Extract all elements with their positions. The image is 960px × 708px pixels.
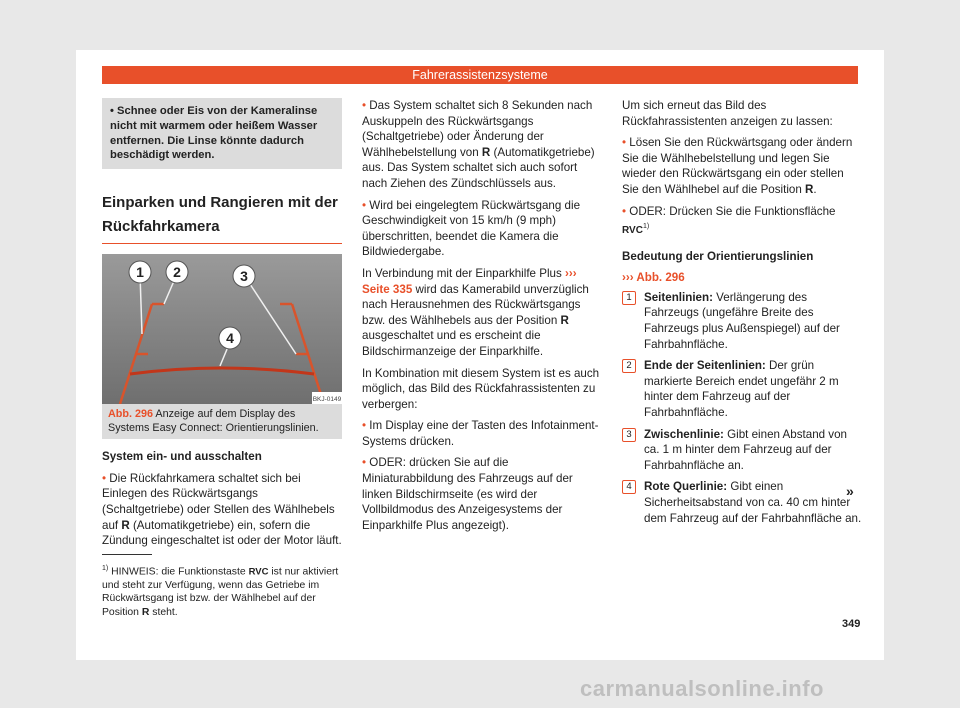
figure-code: BKJ-0149 bbox=[312, 396, 342, 404]
bullet-icon: • bbox=[362, 419, 367, 433]
number-badge: 2 bbox=[622, 359, 636, 373]
list-item: 2 Ende der Seitenlinien: Der grün markierte Bereich endet ungefähr 2 m hinter dem Fahrzeug auf der Fahrbahnfläche. bbox=[622, 358, 862, 420]
chapter-header: Fahrerassistenzsysteme bbox=[102, 66, 858, 84]
list-item: 4 Rote Querlinie: Gibt einen Sicherheitsabstand von ca. 40 cm hinter dem Fahrzeug auf der Fahrbahnfläche an. bbox=[622, 479, 862, 526]
paragraph: • Wird bei eingelegtem Rückwärtsgang die Geschwindigkeit von 15 km/h (9 mph) überschritten, beendet die Kamera die Bildwiedergabe. bbox=[362, 198, 581, 259]
bullet-icon: • bbox=[362, 456, 367, 470]
rear-camera-illustration bbox=[102, 254, 342, 404]
page-number: 349 bbox=[842, 618, 861, 630]
paragraph: • Die Rückfahrkamera schaltet sich bei Einlegen des Rückwärtsgangs (Schaltgetriebe) oder Stellen des Wählhebels auf R (Automatikgetriebe) ein, sofern die Zündung eingeschaltet ist oder der Motor läuft. bbox=[102, 471, 342, 548]
callout-label-3: 3 bbox=[240, 268, 248, 285]
continue-arrow-icon: » bbox=[846, 483, 854, 499]
callout-label-2: 2 bbox=[173, 264, 181, 281]
column-1 bbox=[102, 98, 342, 555]
paragraph: Um sich erneut das Bild des Rückfahrassistenten anzeigen zu lassen: bbox=[622, 99, 833, 128]
footnote: $^{1)}$ HINWEIS: die Funktionstaste RVC ist nur aktiviert und steht zur Verfügung, wenn das Getriebe im Rückwärtsgang ist bzw. der Wählhebel auf der Position R steht. bbox=[102, 565, 339, 618]
column-2 bbox=[362, 98, 602, 539]
bullet-icon: • bbox=[102, 471, 107, 485]
footnote-divider bbox=[102, 554, 152, 555]
callout-label-4: 4 bbox=[226, 330, 234, 347]
number-badge: 1 bbox=[622, 291, 636, 305]
figure-ref: Abb. 296 bbox=[108, 408, 154, 421]
paragraph: • ODER: drücken Sie auf die Miniaturabbildung des Fahrzeugs auf der linken Bildschirmseite (es wird der Vollbildmodus des Anzeigesystems der Einparkhilfe Plus angezeigt). bbox=[362, 456, 573, 532]
number-badge: 3 bbox=[622, 428, 636, 442]
warning-text: Schnee oder Eis von der Kameralinse nicht mit warmem oder heißem Wasser entfernen. Die Linse könnte dadurch beschädigt werden. bbox=[110, 105, 318, 162]
subheading-lines: Bedeutung der Orientierungslinien bbox=[622, 249, 814, 263]
number-badge: 4 bbox=[622, 480, 636, 494]
paragraph: In Kombination mit diesem System ist es auch möglich, das Bild des Rückfahrassistenten zu verbergen: bbox=[362, 366, 600, 411]
paragraph: • Im Display eine der Tasten des Infotainment-Systems drücken. bbox=[362, 419, 599, 448]
bullet-icon: • bbox=[362, 99, 367, 112]
figure-caption-text: Anzeige auf dem Display des Systems Easy Connect: Orientierungslinien. bbox=[108, 408, 319, 434]
orientation-lines-list bbox=[622, 290, 862, 526]
bullet-icon: • bbox=[362, 198, 367, 212]
bullet-icon: • bbox=[622, 136, 627, 150]
list-item: 1 Seitenlinien: Verlängerung des Fahrzeugs (ungefähre Breite des Fahrzeugs plus Außenspiegel) auf der Fahrbahnfläche. bbox=[622, 290, 862, 352]
callout-label-1: 1 bbox=[136, 264, 144, 281]
paragraph: • ODER: Drücken Sie die Funktionsfläche RVC$^{1)}$ bbox=[622, 204, 836, 237]
paragraph: • Das System schaltet sich 8 Sekunden nach Auskuppeln des Rückwärtsgangs (Schaltgetriebe) oder Änderung der Wählhebelstellung von R (Automatikgetriebe) aus. Das System schaltet sich auch sofort nach Ziehen des Zündschlüssels aus. bbox=[362, 99, 595, 190]
bullet-icon: • bbox=[622, 204, 627, 218]
watermark-text: carmanualsonline.info bbox=[580, 676, 824, 701]
section-title: Einparken und Rangieren mit der Rückfahrkamera bbox=[102, 191, 342, 244]
list-item: 3 Zwischenlinie: Gibt einen Abstand von ca. 1 m hinter dem Fahrzeug auf der Fahrbahnfläche an. bbox=[622, 427, 862, 474]
subheading-system: System ein- und ausschalten bbox=[102, 450, 262, 464]
figure-caption bbox=[102, 404, 342, 439]
camera-display-figure bbox=[102, 254, 342, 404]
bullet-icon: • bbox=[110, 105, 114, 117]
paragraph: In Verbindung mit der Einparkhilfe Plus ››› Seite 335 wird das Kamerabild unverzüglich nach Herausnehmen des Rückwärtsgangs bzw. des Wählhebels aus der Position R ausgeschaltet und es erscheint die Bildschirmanzeige der Einparkhilfe. bbox=[362, 266, 589, 358]
warning-box bbox=[102, 98, 342, 169]
page-ref-link[interactable]: ››› Seite 335 bbox=[362, 266, 577, 296]
paragraph: • Lösen Sie den Rückwärtsgang oder ändern Sie die Wählhebelstellung und legen Sie wieder den Rückwärtsgang ein oder stellen Sie den Wählhebel auf die Position R. bbox=[622, 136, 853, 196]
column-3 bbox=[622, 98, 862, 532]
figure-ref-link[interactable]: ››› Abb. 296 bbox=[622, 271, 685, 285]
